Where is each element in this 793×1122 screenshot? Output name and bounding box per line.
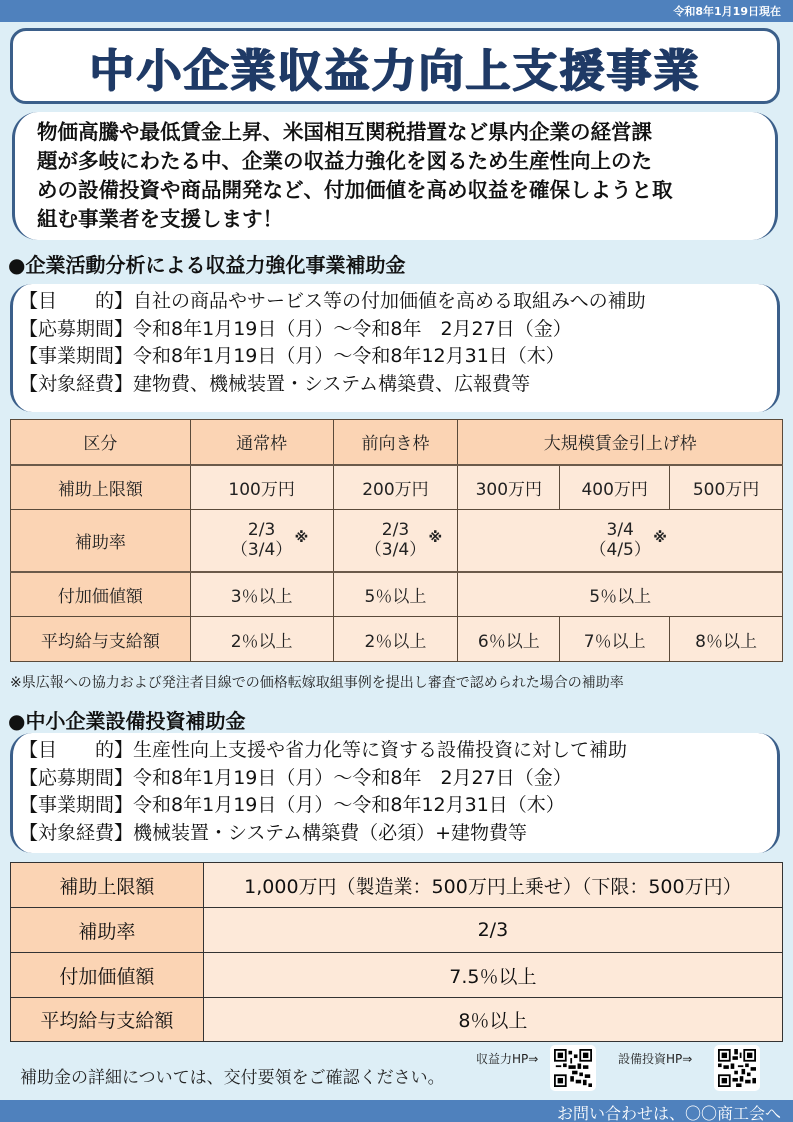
info-purpose: 【目 的】自社の商品やサービス等の付加価値を高める取組みへの補助 <box>19 290 646 312</box>
qr-code-icon[interactable] <box>714 1045 760 1091</box>
section1-table <box>10 419 783 662</box>
cell-limit: 500万円 <box>670 465 783 510</box>
qr-pattern <box>554 1049 592 1087</box>
cell-value-added: 3％以上 <box>190 572 333 617</box>
cell-rate: 2/3 （3/4） ※ <box>333 510 458 572</box>
cell-wage: 7％以上 <box>560 617 670 662</box>
cell-limit: 300万円 <box>458 465 560 510</box>
qr-pattern <box>718 1049 756 1087</box>
section1-heading: ●企業活動分析による収益力強化事業補助金 <box>8 253 406 277</box>
intro-box <box>12 112 778 240</box>
details-note: 補助金の詳細については、交付要領をご確認ください。 <box>20 1068 445 1088</box>
cell-wage: 8％以上 <box>203 998 782 1042</box>
info-eligible-costs: 【対象経費】機械装置・システム構築費（必須）+建物費等 <box>19 821 528 844</box>
row-label-limit: 補助上限額 <box>11 863 204 908</box>
info-eligible-costs: 【対象経費】建物費、機械装置・システム構築費、広報費等 <box>19 372 531 395</box>
row-label-wage: 平均給与支給額 <box>11 617 191 662</box>
intro-line: 組む事業者を支援します！ <box>37 207 283 231</box>
page-title: 中小企業収益力向上支援事業 <box>89 43 701 97</box>
row-label-rate: 補助率 <box>11 510 191 572</box>
cell-rate: 2/3 （3/4） ※ <box>190 510 333 572</box>
cell-limit: 200万円 <box>333 465 458 510</box>
info-purpose: 【目 的】生産性向上支援や省力化等に資する設備投資に対して補助 <box>19 739 628 761</box>
header-normal: 通常枠 <box>190 420 333 465</box>
info-application-period: 【応募期間】令和8年1月19日（月）～令和8年 2月27日（金） <box>19 317 572 340</box>
intro-line: 題が多岐にわたる中、企業の収益力強化を図るため生産性向上のた <box>37 149 652 173</box>
header-category: 区分 <box>11 420 191 465</box>
as-of-date: 令和8年1月19日現在 <box>673 5 781 18</box>
qr1-label: 収益力HP⇒ <box>476 1052 539 1066</box>
note-mark: ※ <box>428 530 443 547</box>
row-label-value-added: 付加価値額 <box>11 572 191 617</box>
header-large-wage: 大規模賃金引上げ枠 <box>458 420 783 465</box>
row-label-limit: 補助上限額 <box>11 465 191 510</box>
cell-rate: 2/3 <box>203 908 782 953</box>
cell-limit: 100万円 <box>190 465 333 510</box>
qr-code-icon[interactable] <box>550 1045 596 1091</box>
row-label-wage: 平均給与支給額 <box>11 998 204 1042</box>
cell-value-added: 5％以上 <box>333 572 458 617</box>
section2-table <box>10 862 783 1042</box>
title-box <box>10 28 780 104</box>
info-project-period: 【事業期間】令和8年1月19日（月）～令和8年12月31日（木） <box>19 794 565 816</box>
cell-value-added: 7.5％以上 <box>203 953 782 998</box>
cell-limit: 1,000万円（製造業：500万円上乗せ）（下限：500万円） <box>203 863 782 908</box>
row-label-rate: 補助率 <box>11 908 204 953</box>
section1-info-box <box>10 284 780 412</box>
cell-wage: 6％以上 <box>458 617 560 662</box>
qr2-label: 設備投資HP⇒ <box>618 1052 693 1066</box>
info-project-period: 【事業期間】令和8年1月19日（月）～令和8年12月31日（木） <box>19 345 565 367</box>
cell-wage: 8％以上 <box>670 617 783 662</box>
footer-bar <box>0 1100 793 1122</box>
cell-rate: 3/4 （4/5） ※ <box>458 510 783 572</box>
header-forward: 前向き枠 <box>333 420 458 465</box>
info-application-period: 【応募期間】令和8年1月19日（月）～令和8年 2月27日（金） <box>19 766 572 789</box>
intro-line: めの設備投資や商品開発など、付加価値を高め収益を確保しようと取 <box>37 178 673 202</box>
contact-text: お問い合わせは、〇〇商工会へ <box>556 1104 781 1122</box>
note-mark: ※ <box>653 530 667 547</box>
footnote: ※県広報への協力および発注者目線での価格転嫁取組事例を提出し審査で認められた場合の補助率 <box>10 675 624 691</box>
cell-wage: 2％以上 <box>333 617 458 662</box>
cell-wage: 2％以上 <box>190 617 333 662</box>
cell-limit: 400万円 <box>560 465 670 510</box>
top-bar <box>0 0 793 22</box>
note-mark: ※ <box>294 530 309 547</box>
section2-info-box <box>10 733 780 853</box>
intro-line: 物価高騰や最低賃金上昇、米国相互関税措置など県内企業の経営課 <box>37 120 652 144</box>
row-label-value-added: 付加価値額 <box>11 953 204 998</box>
section2-heading: ●中小企業設備投資補助金 <box>8 709 246 733</box>
cell-value-added: 5％以上 <box>458 572 783 617</box>
